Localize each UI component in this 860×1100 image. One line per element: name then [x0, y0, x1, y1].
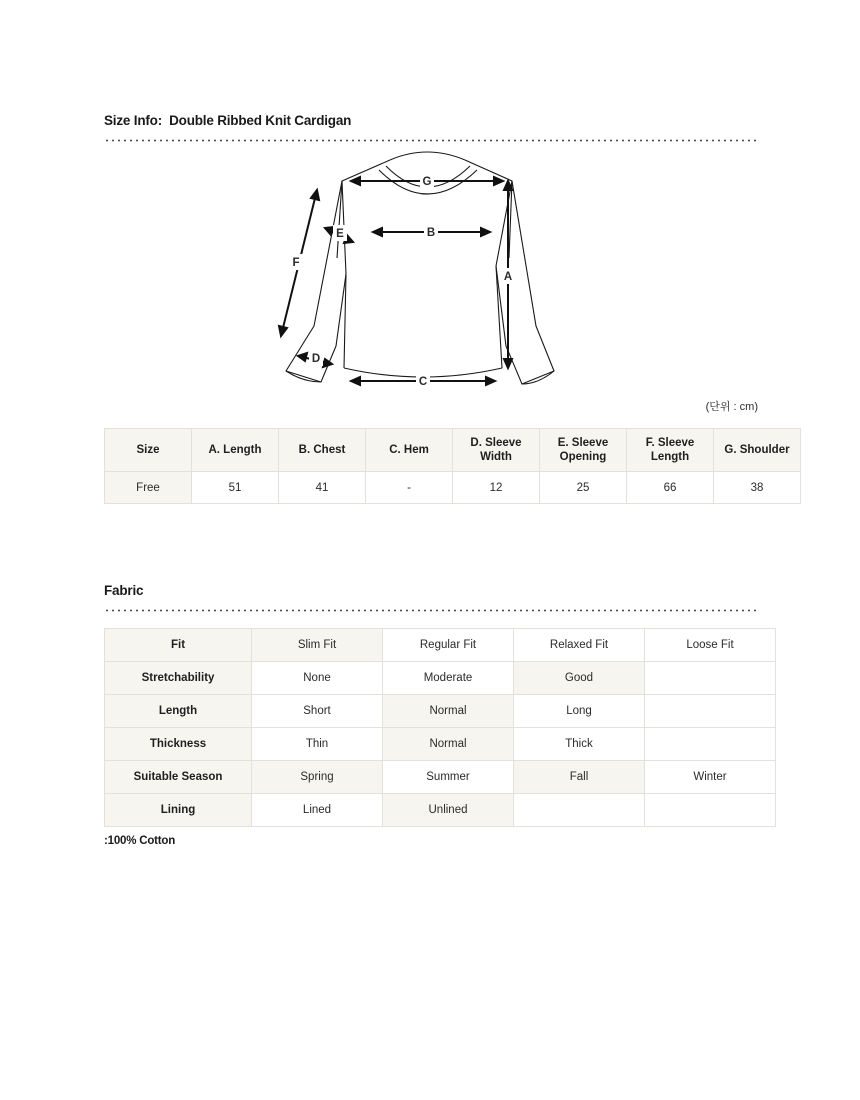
section-spacer	[104, 504, 760, 582]
fabric-option[interactable]: Long	[514, 695, 645, 728]
fabric-attribute-row	[105, 728, 776, 761]
page-content	[104, 112, 790, 849]
fabric-option[interactable]: Relaxed Fit	[514, 629, 645, 662]
diagram-label-a: A	[503, 271, 513, 283]
size-header-g-shoulder: G. Shoulder	[714, 429, 801, 472]
size-info-divider	[104, 139, 760, 142]
fabric-attribute-label: Lining	[105, 794, 252, 827]
fabric-attribute-row	[105, 662, 776, 695]
fabric-option[interactable]: Thin	[252, 728, 383, 761]
fabric-option[interactable]: Thick	[514, 728, 645, 761]
size-header-f-sleeve-length: F. Sleeve Length	[627, 429, 714, 472]
fabric-option[interactable]	[645, 695, 776, 728]
size-header-a-length: A. Length	[192, 429, 279, 472]
size-header-d-sleeve-width: D. Sleeve Width	[453, 429, 540, 472]
size-value-cell: 51	[192, 472, 279, 504]
size-info-title: Size Info: Double Ribbed Knit Cardigan	[104, 113, 352, 128]
fabric-attribute-row	[105, 794, 776, 827]
fabric-option[interactable]: Regular Fit	[383, 629, 514, 662]
fabric-option-selected[interactable]: Normal	[383, 695, 514, 728]
size-value-cell: 12	[453, 472, 540, 504]
fabric-attribute-row	[105, 695, 776, 728]
size-row-label: Free	[105, 472, 192, 504]
size-table-row	[105, 472, 801, 504]
diagram-label-c: C	[418, 376, 428, 388]
size-value-cell: 38	[714, 472, 801, 504]
garment-diagram	[104, 146, 760, 398]
size-table-body	[105, 472, 801, 504]
size-header-e-sleeve-opening: E. Sleeve Opening	[540, 429, 627, 472]
fabric-option[interactable]: Lined	[252, 794, 383, 827]
fabric-attribute-label: Stretchability	[105, 662, 252, 695]
fabric-attribute-label: Length	[105, 695, 252, 728]
size-table-header-row	[105, 429, 801, 472]
fabric-option-selected[interactable]: Spring	[252, 761, 383, 794]
fabric-option[interactable]	[645, 662, 776, 695]
fabric-attribute-row	[105, 629, 776, 662]
fabric-option[interactable]	[645, 794, 776, 827]
size-header-size: Size	[105, 429, 192, 472]
fabric-attribute-label: Fit	[105, 629, 252, 662]
fabric-option-selected[interactable]: Good	[514, 662, 645, 695]
size-table	[104, 428, 801, 504]
diagram-label-g: G	[422, 176, 432, 188]
fabric-title: Fabric	[104, 583, 144, 598]
fabric-table	[104, 628, 776, 827]
diagram-label-b: B	[426, 227, 436, 239]
size-value-cell: 41	[279, 472, 366, 504]
fabric-table-body	[105, 629, 776, 827]
fabric-composition-note: :100% Cotton	[104, 835, 176, 847]
size-value-cell: 25	[540, 472, 627, 504]
fabric-option[interactable]: Winter	[645, 761, 776, 794]
size-value-cell: -	[366, 472, 453, 504]
fabric-option[interactable]: Moderate	[383, 662, 514, 695]
size-header-b-chest: B. Chest	[279, 429, 366, 472]
fabric-option[interactable]: Short	[252, 695, 383, 728]
fabric-attribute-label: Suitable Season	[105, 761, 252, 794]
unit-note: (단위 : cm)	[705, 401, 758, 413]
fabric-option-selected[interactable]: Unlined	[383, 794, 514, 827]
diagram-label-f: F	[292, 257, 300, 269]
fabric-option[interactable]	[645, 728, 776, 761]
size-header-c-hem: C. Hem	[366, 429, 453, 472]
fabric-option-selected[interactable]: Normal	[383, 728, 514, 761]
fabric-option[interactable]: Summer	[383, 761, 514, 794]
fabric-option-selected[interactable]: Slim Fit	[252, 629, 383, 662]
fabric-attribute-row	[105, 761, 776, 794]
fabric-attribute-label: Thickness	[105, 728, 252, 761]
fabric-option[interactable]: Loose Fit	[645, 629, 776, 662]
garment-illustration-svg	[274, 146, 574, 391]
fabric-divider	[104, 609, 760, 612]
fabric-option-selected[interactable]: Fall	[514, 761, 645, 794]
fabric-option[interactable]	[514, 794, 645, 827]
diagram-label-e: E	[336, 228, 344, 240]
fabric-option[interactable]: None	[252, 662, 383, 695]
size-value-cell: 66	[627, 472, 714, 504]
diagram-label-d: D	[311, 353, 321, 365]
